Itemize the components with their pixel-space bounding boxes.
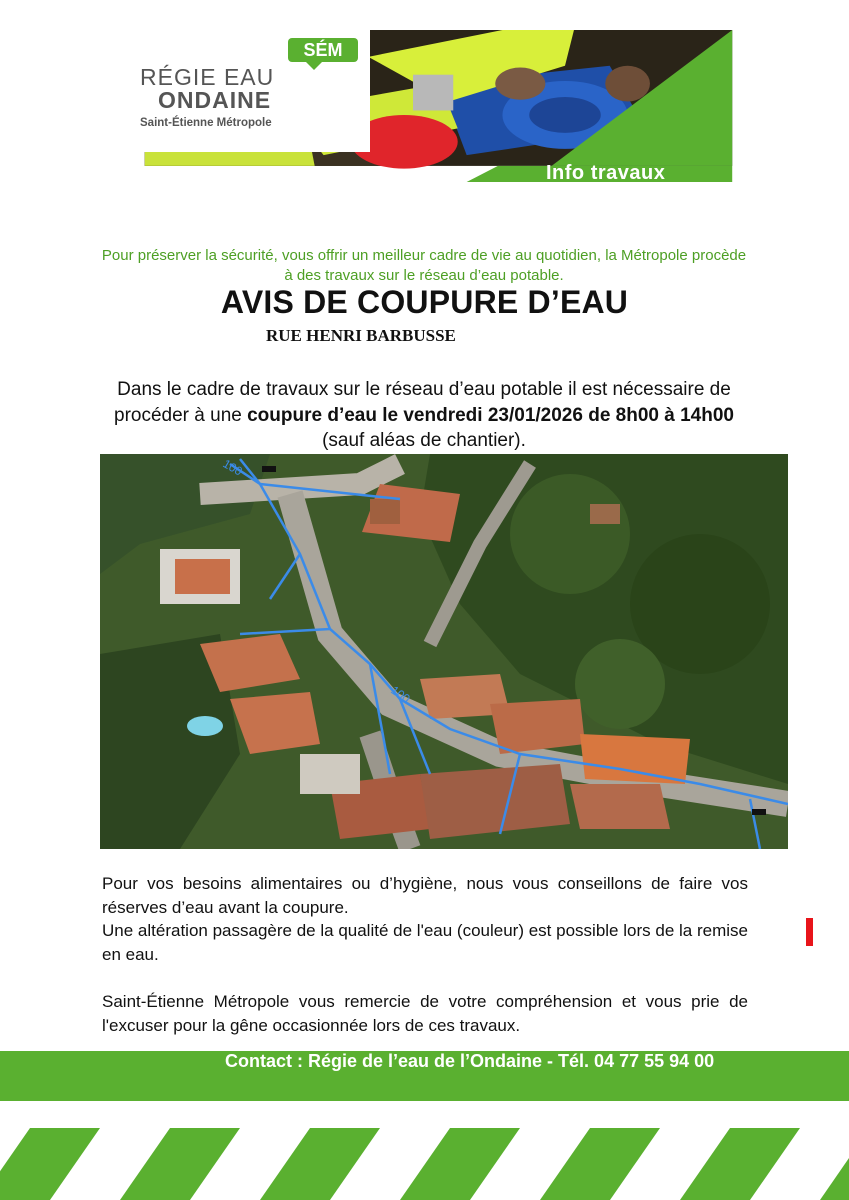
logo-line1: RÉGIE EAU bbox=[140, 64, 275, 90]
aerial-map bbox=[100, 454, 788, 849]
intro-text: Pour préserver la sécurité, vous offrir un meilleur cadre de vie au quotidien, la Métropole procède à des travaux sur le réseau d’eau potable. bbox=[101, 247, 747, 284]
notice-text bbox=[100, 377, 748, 454]
logo-line3: Saint-Étienne Métropole bbox=[140, 117, 272, 129]
body-text bbox=[102, 872, 748, 1037]
logo-line2: ONDAINE bbox=[158, 87, 272, 113]
page-title: AVIS DE COUPURE D’EAU bbox=[220, 284, 629, 320]
valve-marker-1 bbox=[262, 466, 276, 472]
street-name: RUE HENRI BARBUSSE bbox=[266, 326, 456, 345]
pipe-label-1: 100 bbox=[220, 456, 245, 479]
thanks-paragraph: Saint-Étienne Métropole vous remercie de votre compréhension et vous prie de l'excuser pour la gêne occasionnée lors de ces travaux. bbox=[102, 992, 748, 1035]
valve-marker-2 bbox=[752, 809, 766, 815]
banner-label: Info travaux bbox=[546, 162, 666, 184]
advice-paragraph: Pour vos besoins alimentaires ou d’hygiène, nous vous conseillons de faire vos réserves d’eau avant la coupure. bbox=[102, 874, 748, 917]
notice-part1: Dans le cadre de travaux sur le réseau d’eau potable il est nécessaire de procéder à une bbox=[114, 379, 731, 426]
logo-badge: SÉM bbox=[288, 38, 358, 62]
decorative-stripes bbox=[0, 1128, 849, 1200]
contact-text: Contact : Régie de l’eau de l’Ondaine - Tél. 04 77 55 94 00 bbox=[225, 1051, 715, 1071]
logo bbox=[110, 30, 370, 152]
notice-part2: (sauf aléas de chantier). bbox=[322, 430, 526, 451]
pipe-label-2: 100 bbox=[388, 682, 413, 706]
quality-paragraph: Une altération passagère de la qualité de l'eau (couleur) est possible lors de la remise en eau. bbox=[102, 921, 748, 964]
red-marker bbox=[806, 918, 813, 946]
notice-bold: coupure d’eau le vendredi 23/01/2026 de 8h00 à 14h00 bbox=[247, 404, 734, 426]
header-banner bbox=[110, 30, 767, 200]
